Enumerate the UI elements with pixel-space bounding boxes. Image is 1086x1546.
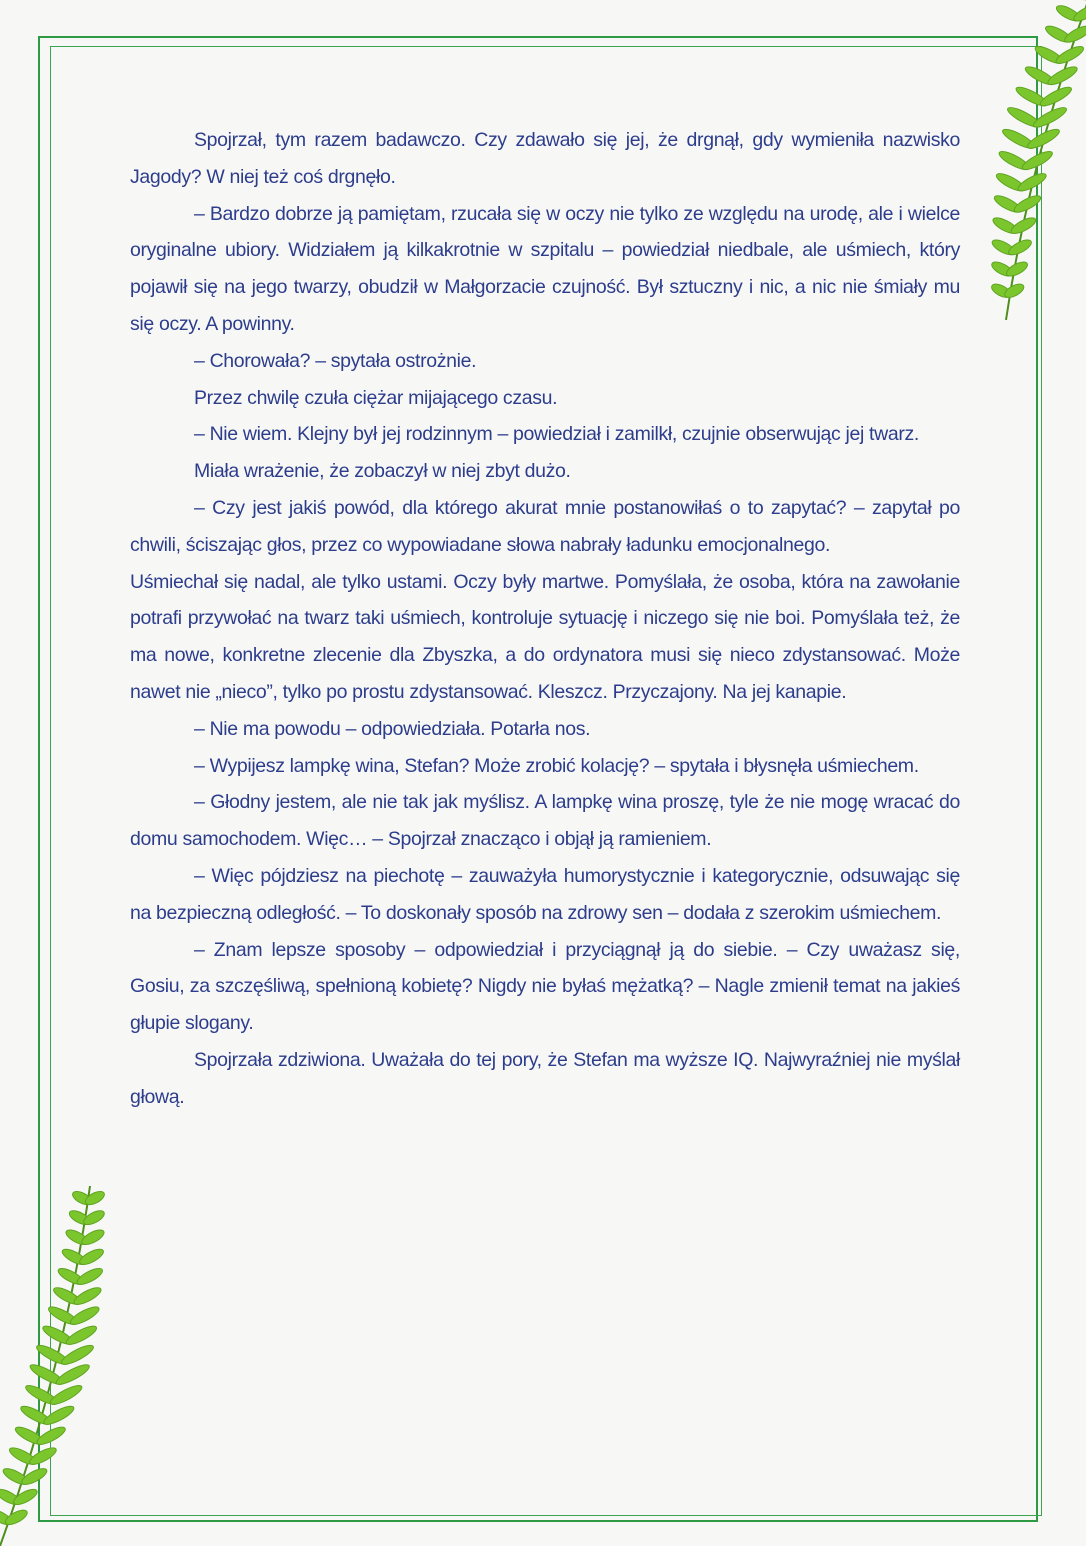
paragraph: Przez chwilę czuła ciężar mijającego czasu. (194, 386, 558, 409)
paragraph: – Nie ma powodu – odpowiedziała. Potarła nos. (194, 717, 591, 740)
paragraph: – Nie wiem. Klejny był jej rodzinnym – powiedział i zamilkł, czujnie obserwując jej twarz. (194, 423, 919, 446)
document-body (130, 122, 960, 1116)
fern-leaf-icon (946, 0, 1086, 340)
paragraph: Spojrzał, tym razem badawczo. Czy zdawało się jej, że drgnął, gdy wymieniła nazwisko Jagody? W niej też coś drgnęło. (130, 129, 960, 188)
paragraph: – Więc pójdziesz na piechotę – zauważyła humorystycznie i kategorycznie, odsuwając się na bezpieczną odległość. – To doskonały sposób na zdrowy sen – dodała z szerokim uśmiechem. (130, 864, 960, 924)
fern-leaf-icon (0, 1126, 140, 1546)
paragraph: Miała wrażenie, że zobaczył w niej zbyt dużo. (194, 460, 571, 483)
paragraph: – Znam lepsze sposoby – odpowiedział i przyciągnął ją do siebie. – Czy uważasz się, Gosiu, za szczęśliwą, spełnioną kobietę? Nigdy nie byłaś mężatką? – Nagle zmienił temat na jakieś głupie slogany. (130, 938, 960, 1035)
paragraph: – Głodny jestem, ale nie tak jak myślisz. A lampkę wina proszę, tyle że nie mogę wracać do domu samochodem. Więc… – Spojrzał znacząco i objął ją ramieniem. (130, 791, 960, 851)
paragraph: Spojrzała zdziwiona. Uważała do tej pory, że Stefan ma wyższe IQ. Najwyraźniej nie myślał głową. (130, 1048, 960, 1108)
paragraph: – Wypijesz lampkę wina, Stefan? Może zrobić kolację? – spytała i błysnęła uśmiechem. (194, 754, 919, 777)
paragraph: – Czy jest jakiś powód, dla którego akurat mnie postanowiłaś o to zapytać? – zapytał po chwili, ściszając głos, przez co wypowiadane słowa nabrały ładunku emocjonalnego. (130, 496, 960, 556)
paragraph: – Chorowała? – spytała ostrożnie. (194, 349, 477, 372)
paragraph: Uśmiechał się nadal, ale tylko ustami. Oczy były martwe. Pomyślała, że osoba, która na zawołanie potrafi przywołać na twarz taki uśmiech, kontroluje sytuację i niczego się nie boi. Pomyślała też, że ma nowe, konkretne zlecenie dla Zbyszka, a do ordynatora musi się nieco zdystansować. Może nawet nie „nieco”, tylko po prostu zdystansować. Kleszcz. Przyczajony. Na jej kanapie. (130, 570, 960, 703)
paragraph: – Bardzo dobrze ją pamiętam, rzucała się w oczy nie tylko ze względu na urodę, ale i wielce oryginalne ubiory. Widziałem ją kilkakrotnie w szpitalu – powiedział niedbale, ale uśmiech, który pojawił się na jego twarzy, obudził w Małgorzacie czujność. Był sztuczny i nic, a nic nie śmiały mu się oczy. A powinny. (130, 202, 960, 335)
